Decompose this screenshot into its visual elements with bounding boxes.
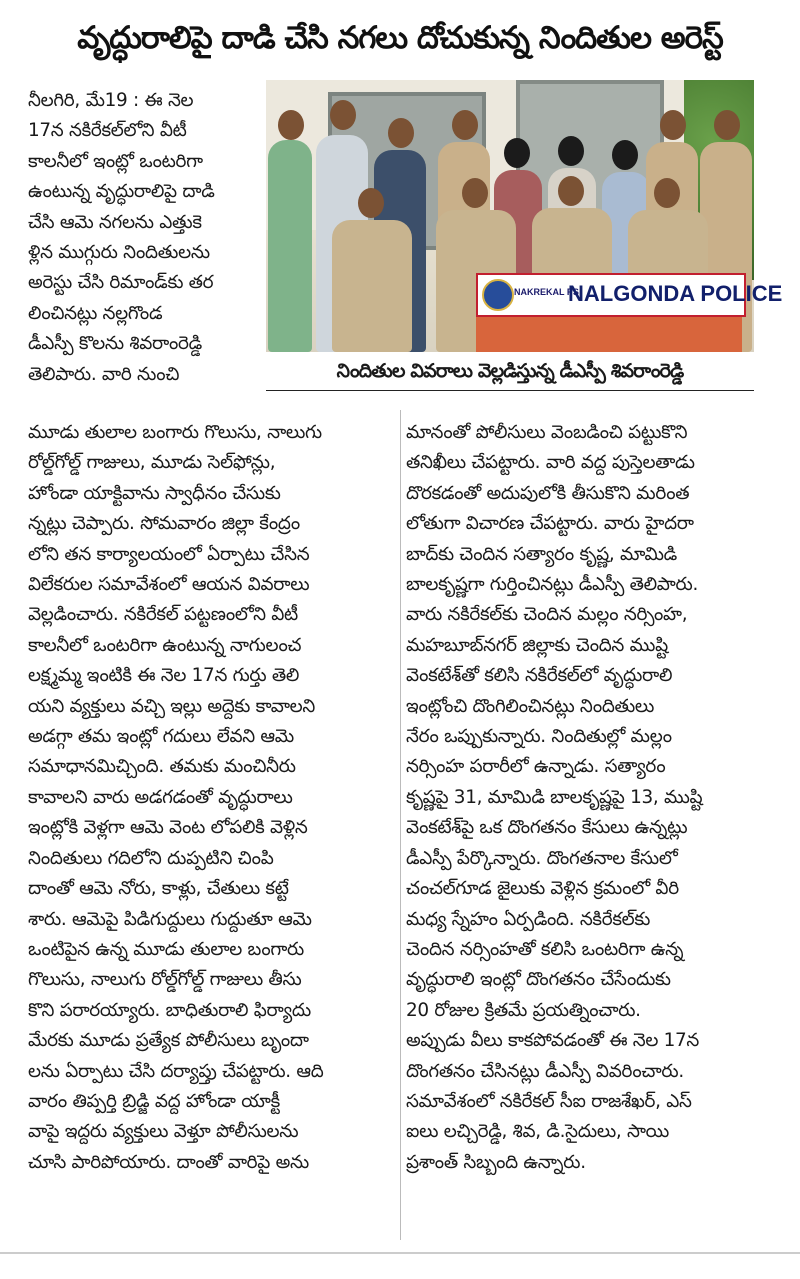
article-line: నర్సింహ పరారీలో ఉన్నాడు. సత్యారం (406, 756, 666, 778)
photo-caption: నిందితుల వివరాలు వెల్లడిస్తున్న డీఎస్పీ శివరాంరెడ్డి (266, 352, 754, 391)
article-line: 20 రోజుల క్రితమే ప్రయత్నించారు. (406, 999, 641, 1021)
article-line: నేరం ఒప్పుకున్నారు. నిందితుల్లో మల్లం (406, 726, 672, 748)
article-line: కావాలని వారు అడగడంతో వృద్ధురాలు (28, 786, 293, 808)
column-divider (400, 410, 401, 1240)
article-line: చేసి ఆమె నగలను ఎత్తుకె (28, 211, 202, 233)
article-line: వాపై ఇద్దరు వ్యక్తులు వెళ్తూ పోలీసులను (28, 1121, 299, 1143)
article-line: సమాధానమిచ్చింది. తమకు మంచినీరు (28, 756, 296, 778)
seated-police-officer (332, 220, 412, 352)
article-line: లను ఏర్పాటు చేసి దర్యాప్తు చేపట్టారు. ఆది (28, 1060, 324, 1082)
article-line: మహబూబ్‌నగర్ జిల్లాకు చెందిన ముష్టి (406, 634, 668, 656)
banner-station: NAKREKAL PS (514, 287, 579, 297)
article-line: వృద్ధురాలి ఇంట్లో దొంగతనం చేసేందుకు (406, 969, 671, 991)
article-line: 17న నకిరేకల్‌లోని వీటీ (28, 120, 187, 142)
article-line: ఇంట్లోకి వెళ్లగా ఆమె వెంట లోపలికి వెళ్లిన (28, 817, 308, 839)
article-line: కాలనీలో ఒంటరిగా ఉంటున్న నాగులంచ (28, 634, 302, 656)
article-line: హోండా యాక్టివాను స్వాధీనం చేసుకు (28, 482, 281, 504)
banner-title: NALGONDA POLICE (568, 281, 783, 306)
table (476, 312, 742, 352)
article-line: కృష్ణపై 31, మామిడి బాలకృష్ణపై 13, ముష్టి (406, 786, 703, 808)
article-line: మానంతో పోలీసులు వెంబడించి పట్టుకొని (406, 422, 688, 443)
article-line: అరెస్టు చేసి రిమాండ్‌కు తర (28, 272, 214, 294)
article-line: తెలిపారు. వారి నుంచి (28, 363, 180, 385)
article-line: వెల్లడించారు. నకిరేకల్ పట్టణంలోని వీటీ (28, 604, 298, 626)
article-column-right (406, 418, 768, 1178)
article-line: చెందిన నర్సింహతో కలిసి ఒంటరిగా ఉన్న (406, 938, 684, 960)
article-line: ప్రశాంత్ సిబ్బంది ఉన్నారు. (406, 1151, 586, 1173)
article-line: బాలకృష్ణగా గుర్తించినట్లు డీఎస్పీ తెలిపారు. (406, 574, 698, 596)
article-line: శారు. ఆమెపై పిడిగుద్దులు గుద్దుతూ ఆమె (28, 908, 312, 930)
article-line: ళ్లిన ముగ్గురు నిందితులను (28, 242, 210, 264)
article-line: బాద్‌కు చెందిన సత్యారం కృష్ణ, మామిడి (406, 543, 677, 565)
article-line: చంచల్‌గూడ జైలుకు వెళ్లిన క్రమంలో వీరి (406, 878, 679, 900)
article-line: దొరకడంతో అదుపులోకి తీసుకొని మరింత (406, 482, 690, 504)
article-line: లక్ష్మమ్మ ఇంటికి ఈ నెల 17న గుర్తు తెలి (28, 665, 300, 687)
police-logo-icon (482, 279, 514, 311)
article-line: చూసి పారిపోయారు. దాంతో వారిపై అను (28, 1151, 309, 1173)
article-line: లించినట్లు నల్లగొండ (28, 302, 163, 324)
article-line: వారం తిప్పర్తి బ్రిడ్జి వద్ద హోండా యాక్టీ (28, 1090, 280, 1112)
article-line: విలేకరుల సమావేశంలో ఆయన వివరాలు (28, 574, 310, 596)
article-column-left (28, 418, 392, 1178)
article-line: అప్పుడు వీలు కాకపోవడంతో ఈ నెల 17న (406, 1030, 700, 1052)
article-line: వెంకటేశ్‌తో కలిసి నకిరేకల్‌లో వృద్ధురాలి (406, 665, 673, 687)
article-line: కాలనీలో ఇంట్లో ఒంటరిగా (28, 150, 203, 172)
article-line: గొలుసు, నాలుగు రోల్డ్‌గోల్డ్ గాజులు తీసు (28, 969, 302, 991)
press-meet-photo (266, 80, 783, 352)
article-line: నీలగిరి, మే19 : ఈ నెల (28, 90, 194, 111)
article-line: డీఎస్పీ పేర్కొన్నారు. దొంగతనాల కేసులో (406, 847, 678, 869)
police-banner (476, 273, 783, 317)
article-line: ఇంట్లోంచి దొంగిలించినట్లు నిందితులు (406, 695, 655, 717)
article-line: రోల్డ్‌గోల్డ్ గాజులు, మూడు సెల్‌ఫోన్లు, (28, 452, 276, 474)
article-line: లోని తన కార్యాలయంలో ఏర్పాటు చేసిన (28, 543, 310, 565)
article-line: యని వ్యక్తులు వచ్చి ఇల్లు అద్దెకు కావాలని (28, 695, 316, 717)
article-line: న్నట్లు చెప్పారు. సోమవారం జిల్లా కేంద్రం (28, 513, 300, 535)
article-line: ఉంటున్న వృద్ధురాలిపై దాడి (28, 181, 215, 203)
article-line: డీఎస్పీ కొలను శివరాంరెడ్డి (28, 333, 202, 355)
article-line: వారు నకిరేకల్‌కు చెందిన మల్లం నర్సింహ, (406, 604, 688, 626)
article-line: వెంకటేశ్‌పై ఒక దొంగతనం కేసులు ఉన్నట్లు (406, 817, 688, 839)
article-line: మధ్య స్నేహం ఏర్పడింది. నకిరేకల్‌కు (406, 908, 651, 930)
article-column-top-left (28, 86, 258, 390)
article-line: సమావేశంలో నకిరేకల్ సీఐ రాజశేఖర్, ఎస్ (406, 1090, 692, 1112)
article-line: దాంతో ఆమె నోరు, కాళ్లు, చేతులు కట్టే (28, 878, 289, 900)
article-line: కొని పరారయ్యారు. బాధితురాలి ఫిర్యాదు (28, 999, 311, 1021)
article-line: దొంగతనం చేసినట్లు డీఎస్పీ వివరించారు. (406, 1060, 684, 1082)
article-line: ఒంటిపైన ఉన్న మూడు తులాల బంగారు (28, 938, 304, 960)
article-line: ఐలు లచ్చిరెడ్డి, శివ, డి.సైదులు, సాయి (406, 1121, 670, 1143)
article-line: లోతుగా విచారణ చేపట్టారు. వారు హైదరా (406, 513, 694, 535)
article-line: నిందితులు గదిలోని దుప్పటిని చింపి (28, 847, 274, 869)
article-line: అడగ్గా తమ ఇంట్లో గదులు లేవని ఆమె (28, 726, 294, 748)
person (268, 140, 312, 352)
article-line: మేరకు మూడు ప్రత్యేక పోలీసులు బృందా (28, 1030, 309, 1052)
headline: వృద్ధురాలిపై దాడి చేసి నగలు దోచుకున్న నిందితుల అరెస్ట్ (77, 20, 723, 56)
article-line: మూడు తులాల బంగారు గొలుసు, నాలుగు (28, 422, 322, 443)
page-bottom-rule (0, 1252, 800, 1254)
article-line: తనిఖీలు చేపట్టారు. వారి వద్ద పుస్తెలతాడు (406, 452, 695, 474)
